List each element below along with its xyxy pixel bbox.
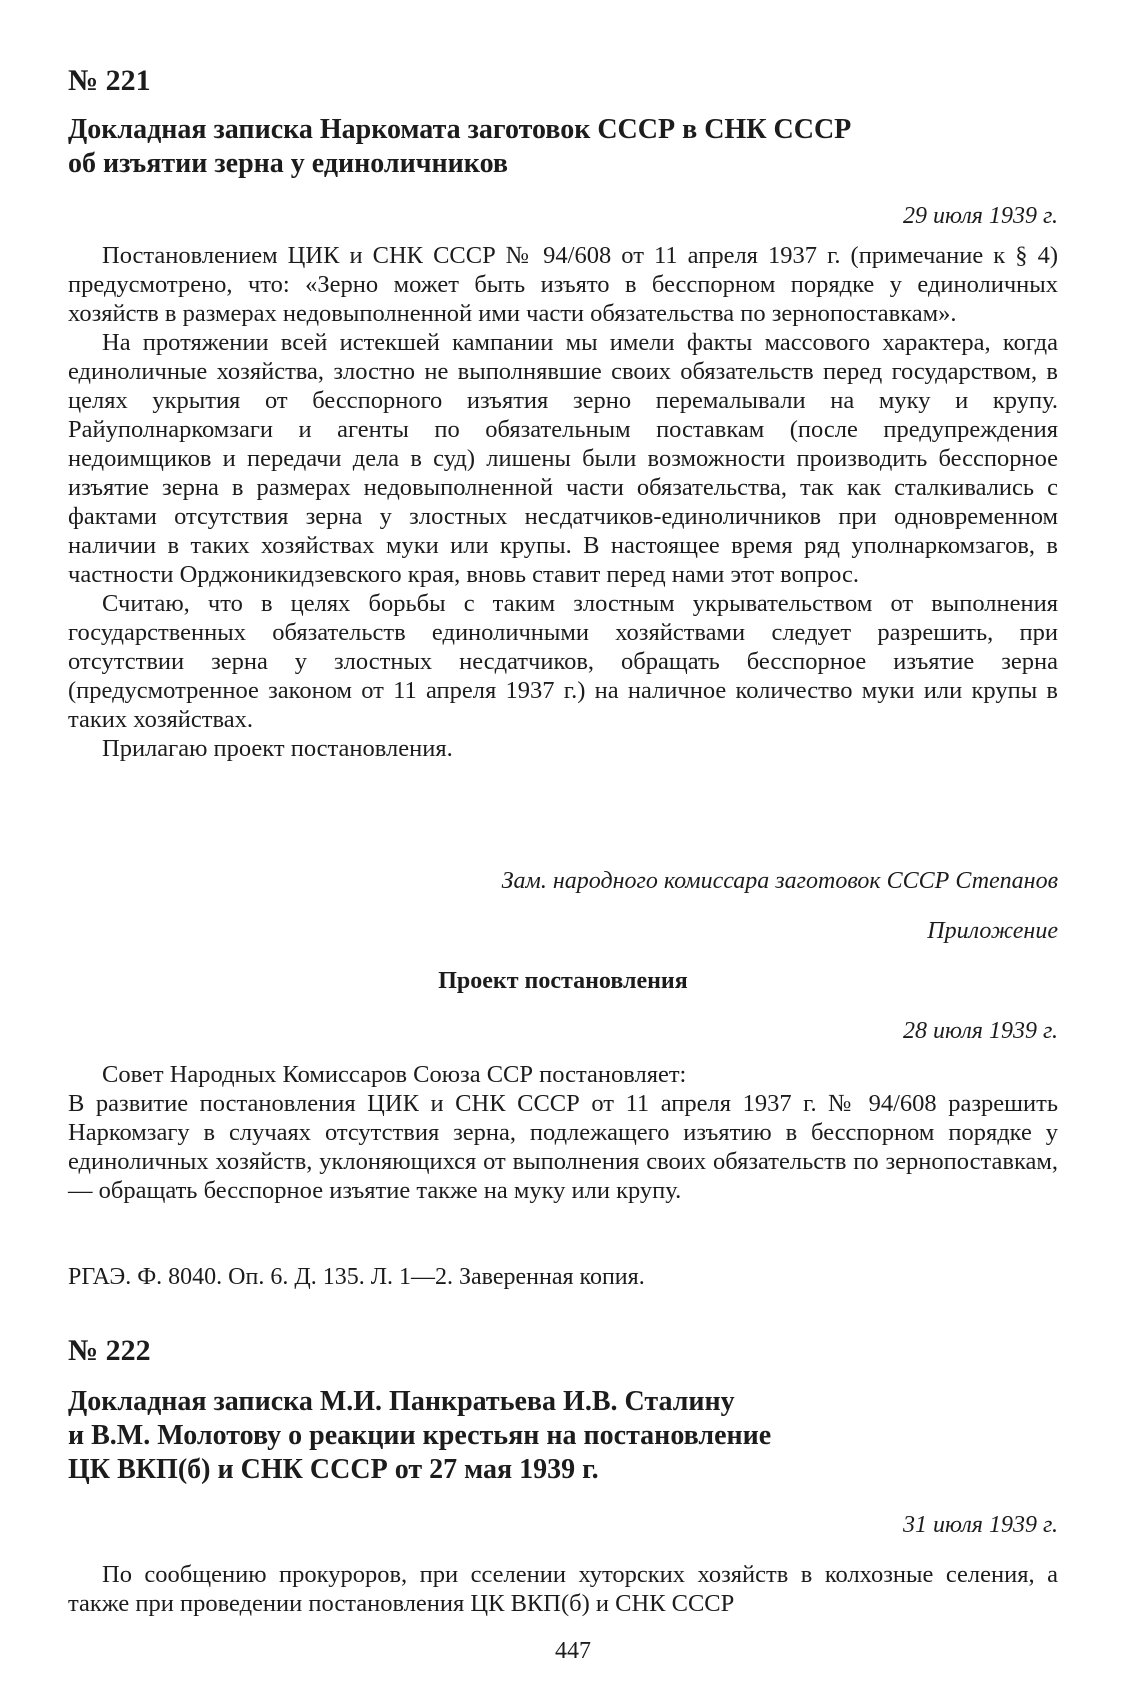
doc-221-paragraph-3: Считаю, что в целях борьбы с таким злостным укрывательством от выполнения государственных обязательств единоличными хозяйствами следует разрешить, при отсутствии зерна у злостных несдатчиков, обращать бесспорное изъятие зерна (предусмотренное законом от 11 апреля 1937 г.) на наличное количество муки или крупы в таких хозяйствах. [68, 590, 1058, 733]
doc-221-draft-body [68, 1060, 1058, 1205]
doc-222-title-line-3: ЦК ВКП(б) и СНК СССР от 27 мая 1939 г. [68, 1454, 599, 1485]
doc-221-paragraph-2: На протяжении всей истекшей кампании мы имели факты массового характера, когда единоличные хозяйства, злостно не выполнявшие своих обязательств перед государством, в целях укрытия от бесспорного изъятия зерно перемалывали на муку и крупу. Райуполнаркомзаги и агенты по обязательным поставкам (после предупреждения недоимщиков и передачи дела в суд) лишены были возможности производить бесспорное изъятие зерна в размерах недовыполненной части обязательства, так как сталкивались с фактами отсутствия зерна у злостных несдатчиков-единоличников при одновременном наличии в таких хозяйствах муки или крупы. В настоящее время ряд уполнаркомзагов, в частности Орджоникидзевского края, вновь ставит перед нами этот вопрос. [68, 329, 1058, 588]
doc-221-paragraph-4: Прилагаю проект постановления. [102, 735, 453, 762]
doc-222-date: 31 июля 1939 г. [903, 1512, 1058, 1538]
doc-222-number: № 222 [68, 1334, 151, 1367]
doc-221-title-line-1: Докладная записка Наркомата заготовок СССР в СНК СССР [68, 114, 852, 145]
doc-222-body [68, 1560, 1058, 1618]
doc-222-paragraph-1: По сообщению прокуроров, при сселении хуторских хозяйств в колхозные селения, а также при проведении постановления ЦК ВКП(б) и СНК СССР [68, 1561, 1058, 1617]
doc-221-signature: Зам. народного комиссара заготовок СССР Степанов [501, 868, 1058, 894]
doc-222-title-line-1: Докладная записка М.И. Панкратьева И.В. Сталину [68, 1386, 735, 1417]
doc-221-number: № 221 [68, 64, 151, 97]
doc-221-draft-text: В развитие постановления ЦИК и СНК СССР от 11 апреля 1937 г. № 94/608 разрешить Наркомзагу в случаях отсутствия зерна, подлежащего изъятию в бесспорном порядке у единоличных хозяйств, уклоняющихся от выполнения своих обязательств по зернопоставкам, — обращать бесспорное изъятие также на муку или крупу. [68, 1090, 1058, 1204]
doc-221-source: РГАЭ. Ф. 8040. Оп. 6. Д. 135. Л. 1—2. Заверенная копия. [68, 1264, 645, 1290]
doc-221-draft-title: Проект постановления [438, 968, 688, 994]
page-number: 447 [555, 1638, 591, 1664]
doc-222-title-line-2: и В.М. Молотову о реакции крестьян на постановление [68, 1420, 772, 1451]
doc-221-date: 29 июля 1939 г. [903, 203, 1058, 229]
doc-221-draft-date: 28 июля 1939 г. [903, 1018, 1058, 1044]
doc-221-title-line-2: об изъятии зерна у единоличников [68, 148, 508, 179]
doc-221-appendix-label: Приложение [927, 918, 1058, 944]
doc-221-body [68, 241, 1058, 763]
doc-221-paragraph-1: Постановлением ЦИК и СНК СССР № 94/608 от 11 апреля 1937 г. (примечание к § 4) предусмотрено, что: «Зерно может быть изъято в бесспорном порядке у единоличных хозяйств в размерах недовыполненной ими части обязательства по зернопоставкам». [68, 242, 1058, 327]
doc-221-draft-intro: Совет Народных Комиссаров Союза ССР постановляет: [102, 1061, 687, 1088]
